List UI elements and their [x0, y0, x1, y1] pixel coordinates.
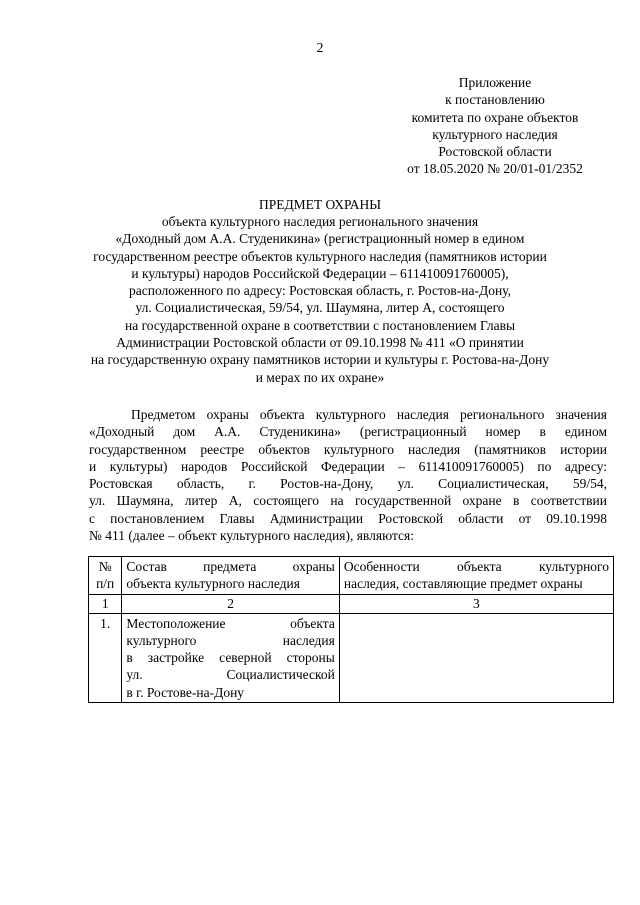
subtitle-line: и мерах по их охране»	[255, 369, 385, 385]
subtitle-line: Администрации Ростовской области от 09.10.1998 № 411 «О принятии	[116, 335, 524, 351]
body-line: с постановлением Главы Администрации Ростовской области от 09.10.1998	[89, 510, 607, 526]
appendix-line: комитета по охране объектов	[411, 109, 579, 125]
appendix-line: Ростовской области	[438, 144, 552, 160]
header-line: объекта культурного наследия	[126, 576, 300, 592]
header-line: наследия, составляющие предмет охраны	[343, 576, 583, 592]
subtitle-line: на государственную охрану памятников истории и культуры г. Ростова-на-Дону	[90, 352, 550, 368]
header-cell-composition	[122, 557, 339, 595]
subtitle-line: и культуры) народов Российской Федерации – 611410091760005),	[131, 265, 509, 281]
header-line: №	[98, 559, 112, 574]
cell-line: ул. Социалистической	[126, 667, 335, 683]
table-row	[89, 613, 614, 702]
header-line: Особенности объекта культурного	[343, 559, 609, 574]
numbering-cell: 1	[89, 594, 122, 613]
row-number-cell: 1.	[89, 613, 122, 702]
appendix-line: Приложение	[458, 75, 532, 90]
body-line: «Доходный дом А.А. Студеникина» (регистрационный номер в едином	[89, 424, 607, 440]
appendix-line: от 18.05.2020 № 20/01-01/2352	[407, 161, 583, 177]
header-cell-number	[89, 557, 122, 595]
row-features-cell	[339, 613, 613, 702]
body-paragraph	[89, 406, 607, 544]
cell-line: культурного наследия	[126, 632, 335, 648]
table-header-row	[89, 557, 614, 595]
cell-line: в застройке северной стороны	[126, 650, 335, 666]
numbering-cell: 3	[339, 594, 613, 613]
cell-line: Местоположение объекта	[126, 615, 335, 631]
appendix-line: к постановлению	[445, 92, 545, 108]
header-cell-features	[339, 557, 613, 595]
cell-line: в г. Ростове-на-Дону	[126, 684, 245, 700]
body-line: государственном реестре объектов культурного наследия (памятников истории	[89, 441, 607, 457]
subtitle-line: ул. Социалистическая, 59/54, ул. Шаумяна, литер А, состоящего	[135, 300, 505, 316]
body-line: и культуры) народов Российской Федерации – 611410091760005) по адресу:	[89, 458, 607, 474]
appendix-line: культурного наследия	[432, 126, 558, 142]
subtitle-line: «Доходный дом А.А. Студеникина» (регистрационный номер в едином	[115, 231, 525, 247]
document-subtitle	[0, 213, 640, 386]
table-numbering-row	[89, 594, 614, 613]
document-title: ПРЕДМЕТ ОХРАНЫ	[258, 197, 382, 212]
subtitle-line: государственном реестре объектов культурного наследия (памятников истории	[93, 248, 547, 264]
body-line: Ростовская область, г. Ростов-на-Дону, ул. Социалистическая, 59/54,	[89, 476, 607, 492]
protection-subject-table	[88, 556, 614, 703]
page-number: 2	[316, 41, 324, 56]
body-line: ул. Шаумяна, литер А, состоящего на государственной охране в соответствии	[89, 493, 607, 509]
subtitle-line: расположенного по адресу: Ростовская область, г. Ростов-на-Дону,	[129, 283, 511, 299]
numbering-cell: 2	[122, 594, 339, 613]
body-line: Предметом охраны объекта культурного наследия регионального значения	[131, 407, 607, 422]
subtitle-line: объекта культурного наследия регионального значения	[161, 214, 479, 229]
body-line: № 411 (далее – объект культурного наследия), являются:	[89, 528, 414, 544]
appendix-block	[390, 74, 600, 178]
row-composition-cell	[122, 613, 339, 702]
header-line: Состав предмета охраны	[126, 559, 335, 574]
header-line: п/п	[96, 576, 115, 592]
subtitle-line: на государственной охране в соответствии с постановлением Главы	[124, 317, 516, 333]
